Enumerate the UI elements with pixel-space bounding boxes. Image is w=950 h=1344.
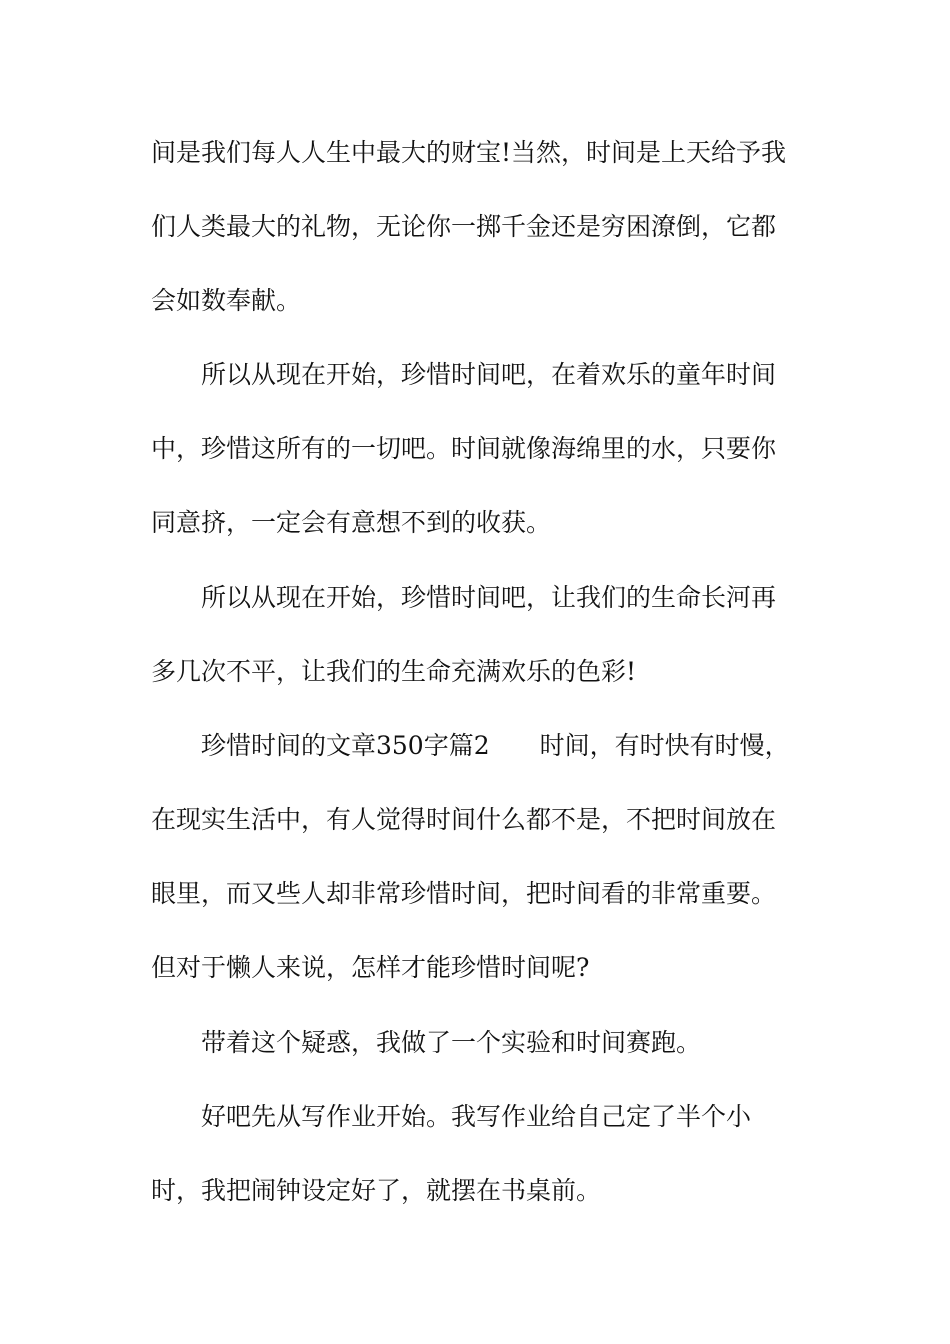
text-line: 间是我们每人人生中最大的财宝!当然，时间是上天给予我 [151,138,787,167]
text-line: 多几次不平，让我们的生命充满欢乐的色彩! [151,657,637,686]
text-line: 中，珍惜这所有的一切吧。时间就像海绵里的水，只要你 [151,434,777,463]
paragraph-start-line: 所以从现在开始，珍惜时间吧，在着欢乐的童年时间 [201,360,777,389]
text-line: 时，我把闹钟设定好了，就摆在书桌前。 [151,1176,602,1205]
paragraph-start-line: 好吧先从写作业开始。我写作业给自己定了半个小 [201,1102,752,1131]
text-line: 会如数奉献。 [151,286,302,315]
text-line: 在现实生活中，有人觉得时间什么都不是，不把时间放在 [151,805,777,834]
text-line: 们人类最大的礼物，无论你一掷千金还是穷困潦倒，它都 [151,212,777,241]
article-heading: 珍惜时间的文章350字篇2 [201,731,490,760]
text-line: 时间，有时快有时慢， [539,731,790,760]
paragraph-start-line: 所以从现在开始，珍惜时间吧，让我们的生命长河再 [201,583,777,612]
paragraph-start-line [201,730,861,762]
paragraph-start-line: 带着这个疑惑，我做了一个实验和时间赛跑。 [201,1028,702,1057]
text-line: 同意挤，一定会有意想不到的收获。 [151,508,552,537]
text-line: 眼里，而又些人却非常珍惜时间，把时间看的非常重要。 [151,879,777,908]
text-line: 但对于懒人来说，怎样才能珍惜时间呢? [151,953,590,982]
